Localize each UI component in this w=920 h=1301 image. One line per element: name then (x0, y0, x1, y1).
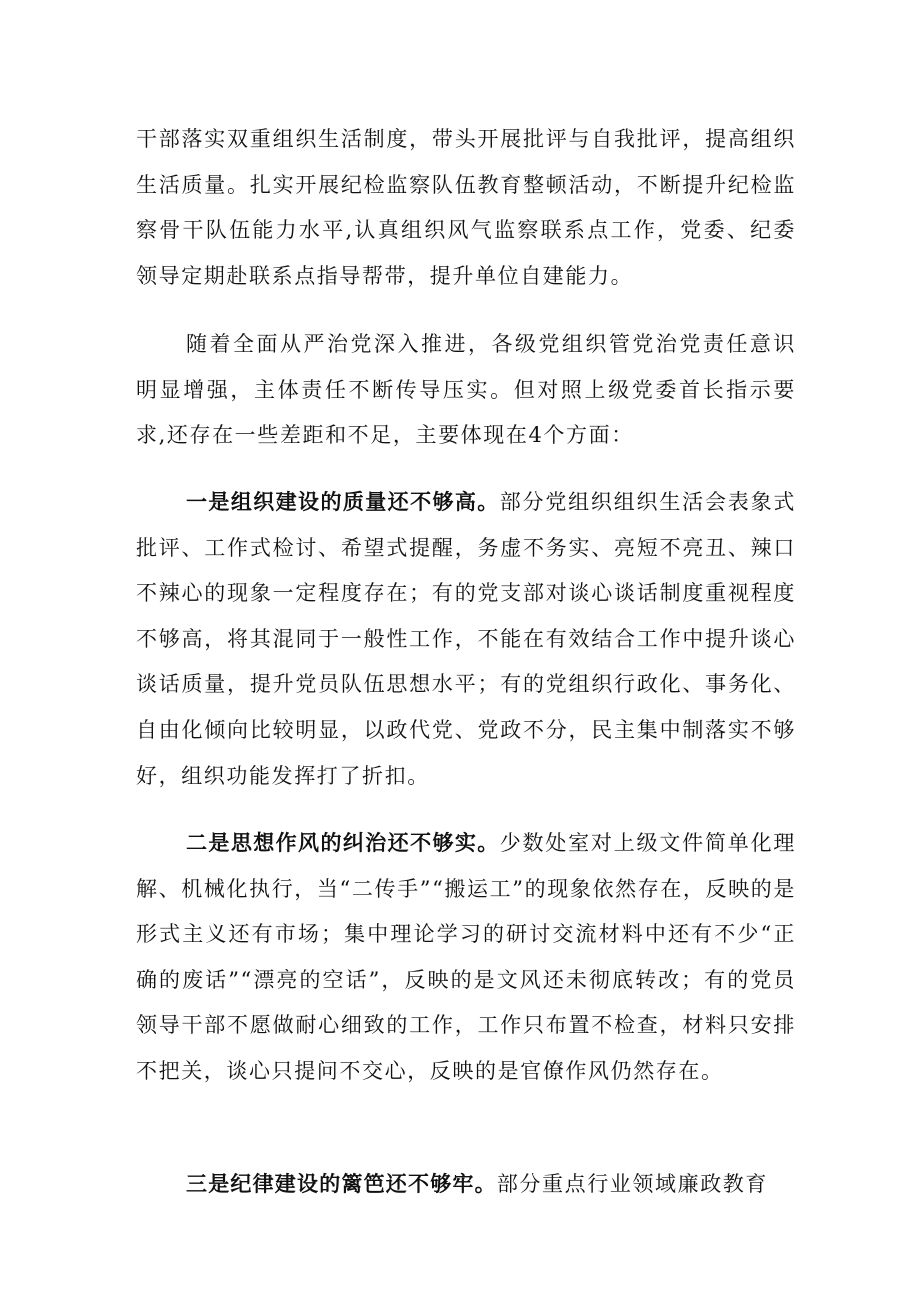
paragraph-5-text: 部分重点行业领域廉政教育 (496, 1172, 769, 1196)
paragraph-2-text: 随着全面从严治党深入推进，各级党组织管党治党责任意识明显增强，主体责任不断传导压实。但对照上级党委首长指示要求,还存在一些差距和不足，主要体现在4个方面： (136, 332, 796, 448)
paragraph-2 (136, 322, 796, 459)
paragraph-4-text: 少数处室对上级文件简单化理解、机械化执行，当“二传手”“搬运工”的现象依然存在，反映的是形式主义还有市场；集中理论学习的研讨交流材料中还有不少“正确的废话”“漂亮的空话”，反映的是文风还未彻底转改；有的党员领导干部不愿做耐心细致的工作，工作只布置不检查，材料只安排不把关，谈心只提问不交心，反映的是官僚作风仍然存在。 (136, 831, 796, 1083)
paragraph-3-text: 部分党组织组织生活会表象式批评、工作式检讨、希望式提醒，务虚不务实、亮短不亮丑、辣口不辣心的现象一定程度存在；有的党支部对谈心谈话制度重视程度不够高，将其混同于一般性工作，不能在有效结合工作中提升谈心谈话质量，提升党员队伍思想水平；有的党组织行政化、事务化、自由化倾向比较明显，以政代党、党政不分，民主集中制落实不够好，组织功能发挥打了折扣。 (136, 490, 796, 788)
paragraph-4 (136, 821, 796, 1095)
paragraph-3 (136, 480, 796, 799)
paragraph-1-text: 干部落实双重组织生活制度，带头开展批评与自我批评，提高组织生活质量。扎实开展纪检监察队伍教育整顿活动，不断提升纪检监察骨干队伍能力水平,认真组织风气监察联系点工作，党委、纪委领导定期赴联系点指导帮带，提升单位自建能力。 (136, 127, 796, 288)
paragraph-3-lead: 一是组织建设的质量还不够高。 (186, 490, 500, 514)
paragraph-5-lead: 三是纪律建设的篱笆还不够牢。 (186, 1172, 497, 1196)
paragraph-1 (136, 117, 796, 299)
paragraph-4-lead: 二是思想作风的纠治还不够实。 (186, 831, 500, 855)
paragraph-5 (136, 1162, 796, 1208)
